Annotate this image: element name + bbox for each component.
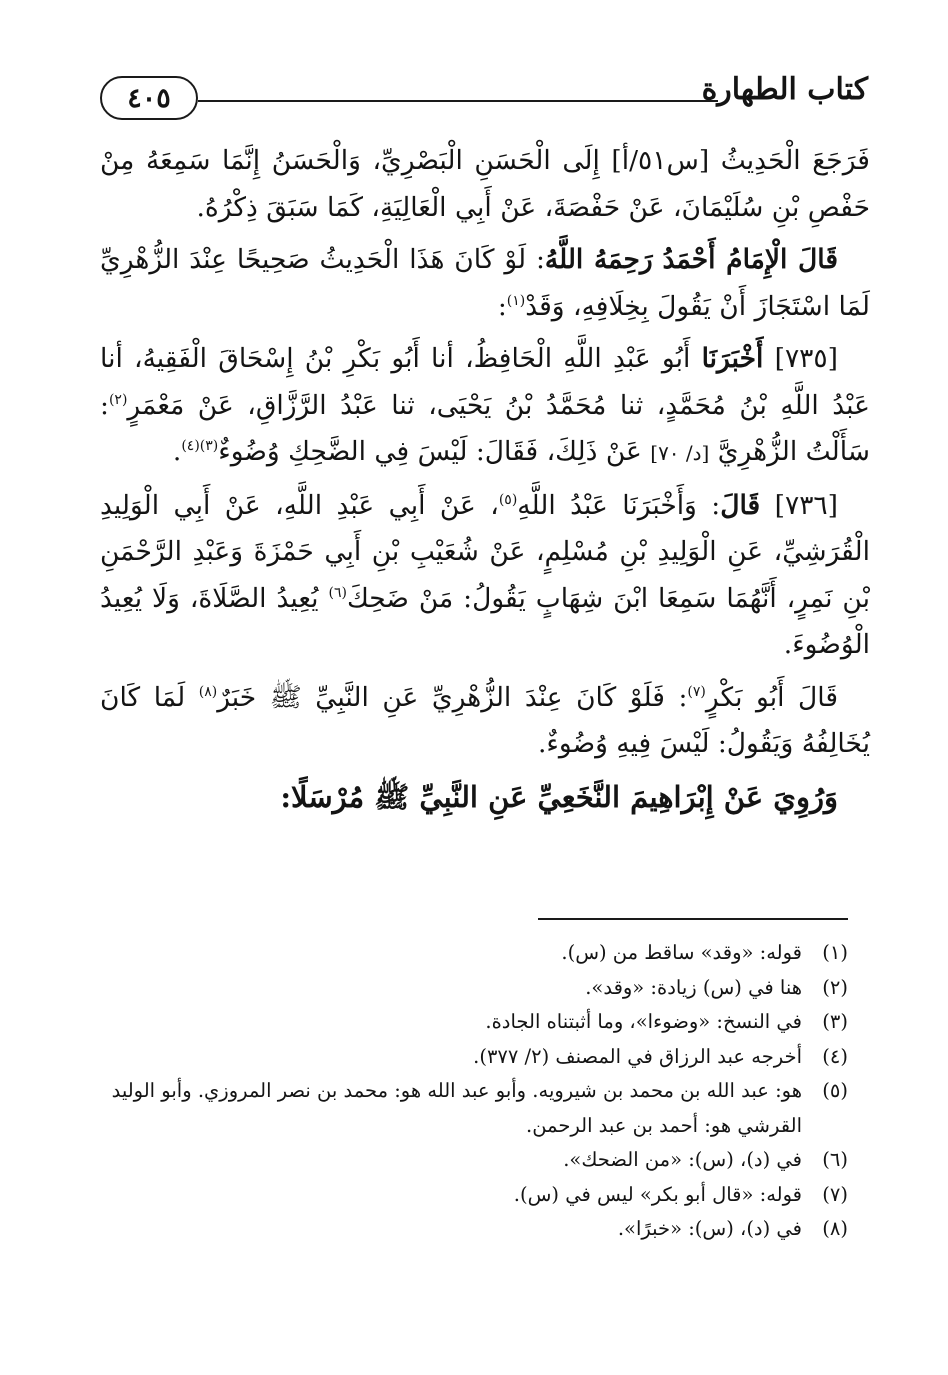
footnote-number: (٤): [822, 1044, 848, 1068]
footnote-text: أخرجه عبد الرزاق في المصنف (٢/ ٣٧٧).: [473, 1044, 802, 1068]
footnote: [100, 1074, 848, 1143]
hadith-736: [100, 483, 870, 669]
footnote-number: (٦): [822, 1148, 848, 1171]
main-text: [100, 138, 870, 826]
paragraph-1: فَرَجَعَ الْحَدِيثُ [س٥١/أ] إِلَى الْحَسَنِ الْبَصْرِيِّ، وَالْحَسَنُ إِنَّمَا سَمِعَهُ مِنْ حَفْصِ بْنِ سُلَيْمَانَ، عَنْ حَفْصَةَ، عَنْ أَبِي الْعَالِيَةِ، كَمَا سَبَقَ ذِكْرُهُ.: [100, 145, 870, 223]
footnote-ref-3-4: (٣)(٤): [181, 438, 219, 455]
page-header: [100, 62, 868, 132]
text: : لَوْ كَانَ هَذَا الْحَدِيثُ صَحِيحًا عِنْدَ الزُّهْرِيِّ لَمَا اسْتَجَازَ أَنْ يَقُولَ بِخِلَافِهِ، وَقَدْ: [100, 244, 870, 322]
footnote-rule: [538, 918, 848, 920]
footnotes: [100, 936, 848, 1247]
footnote-ref-2: (٢): [108, 391, 128, 408]
hadith-lead: قَالَ: [720, 489, 761, 521]
footnote-ref-7: (٧): [687, 683, 706, 700]
footnote-text: قوله: «وقد» ساقط من (س).: [561, 941, 802, 964]
text: لَمَا كَانَ يُخَالِفُهُ وَيَقُولُ: لَيْسَ فِيهِ وُضُوءٌ.: [100, 681, 870, 759]
footnote: [100, 1212, 848, 1247]
footnote: [100, 1178, 848, 1213]
text: : فَلَوْ كَانَ عِنْدَ الزُّهْرِيِّ عَنِ النَّبِيِّ ﷺ خَبَرٌ: [217, 681, 688, 713]
footnote-ref-8: (٨): [198, 683, 218, 700]
speaker: قَالَ الْإِمَامُ أَحْمَدُ: [662, 244, 838, 275]
manuscript-ref: [د/ ٧٠]: [650, 441, 710, 465]
text: قَالَ أَبُو بَكْرٍ: [705, 681, 838, 713]
text: أَبُو عَبْدِ اللَّهِ الْحَافِظُ، أنا أَبُو بَكْرِ بْنُ إِسْحَاقَ الْفَقِيهُ، أنا عَبْدُ اللَّهِ بْنُ مُحَمَّدٍ، ثنا مُحَمَّدُ بْنُ يَحْيَى، ثنا عَبْدُ الرَّزَّاقِ، عَنْ مَعْمَرٍ: [100, 343, 870, 421]
footnote-text: قوله: «قال أبو بكر» ليس في (س).: [513, 1182, 802, 1206]
running-title: كتاب الطهارة: [701, 72, 868, 107]
page-number: ٤٠٥: [100, 76, 198, 120]
honorific: رَحِمَهُ اللَّهُ: [544, 244, 653, 275]
footnote: [100, 1005, 848, 1040]
footnote: [100, 1143, 848, 1178]
footnote-text: في (د)، (س): «خبرًا».: [617, 1217, 802, 1240]
text: :: [497, 290, 507, 322]
footnote-number: (٧): [822, 1182, 848, 1206]
paragraph-2: [100, 237, 870, 330]
footnote-number: (٥): [822, 1079, 848, 1102]
footnote-ref-6: (٦): [328, 584, 347, 601]
footnote-text: هنا في (س) زيادة: «وقد».: [585, 975, 802, 999]
footnote-text: في (د)، (س): «من الضحك».: [563, 1148, 802, 1171]
text: ، عَنْ أَبِي عَبْدِ اللَّهِ، عَنْ أَبِي الْوَلِيدِ الْقُرَشِيِّ، عَنِ الْوَلِيدِ بْنِ مُسْلِمٍ، عَنْ شُعَيْبِ بْنِ أَبِي حَمْزَةَ وَعَبْدِ الرَّحْمَنِ بْنِ نَمِرٍ، أَنَّهُمَا سَمِعَا ابْنَ شِهَابٍ يَقُولُ: مَنْ ضَحِكَ: [100, 489, 870, 614]
hadith-number: [٧٣٦]: [774, 489, 839, 521]
hadith-lead: أَخْبَرَنَا: [701, 343, 764, 374]
footnote-ref-5: (٥): [498, 491, 518, 508]
text: : سَأَلْتُ الزُّهْرِيَّ: [100, 389, 870, 467]
footnote: [100, 971, 848, 1006]
hadith-735: [100, 336, 870, 477]
paragraph-5: [100, 675, 870, 768]
text: عَنْ ذَلِكَ، فَقَالَ: لَيْسَ فِي الضَّحِكِ وُضُوءٌ: [218, 436, 642, 467]
hadith-number: [٧٣٥]: [774, 343, 838, 374]
footnote: [100, 936, 848, 971]
footnote-number: (٨): [822, 1217, 848, 1240]
footnote-number: (١): [822, 941, 848, 964]
footnote-number: (٣): [822, 1010, 848, 1033]
footnote-ref-1: (١): [506, 292, 526, 309]
text: .: [172, 436, 182, 467]
footnote: [100, 1040, 848, 1075]
footnote-text: في النسخ: «وضوءا»، وما أثبتناه الجادة.: [485, 1010, 802, 1033]
text: يُعِيدُ الصَّلَاةَ، وَلَا يُعِيدُ الْوُضُوءَ.: [100, 582, 870, 660]
text: : وَأَخْبَرَنَا عَبْدُ اللَّهِ: [517, 489, 721, 521]
section-heading: وَرُوِيَ عَنْ إِبْرَاهِيمَ النَّخَعِيِّ عَنِ النَّبِيِّ ﷺ مُرْسَلًا:: [280, 779, 838, 814]
header-rule: [198, 100, 718, 102]
footnote-number: (٢): [822, 975, 848, 999]
footnote-text: هو: عبد الله بن محمد بن شيرويه. وأبو عبد الله هو: محمد بن نصر المروزي. وأبو الوليد القرشي هو: أحمد بن عبد الرحمن.: [111, 1079, 802, 1137]
